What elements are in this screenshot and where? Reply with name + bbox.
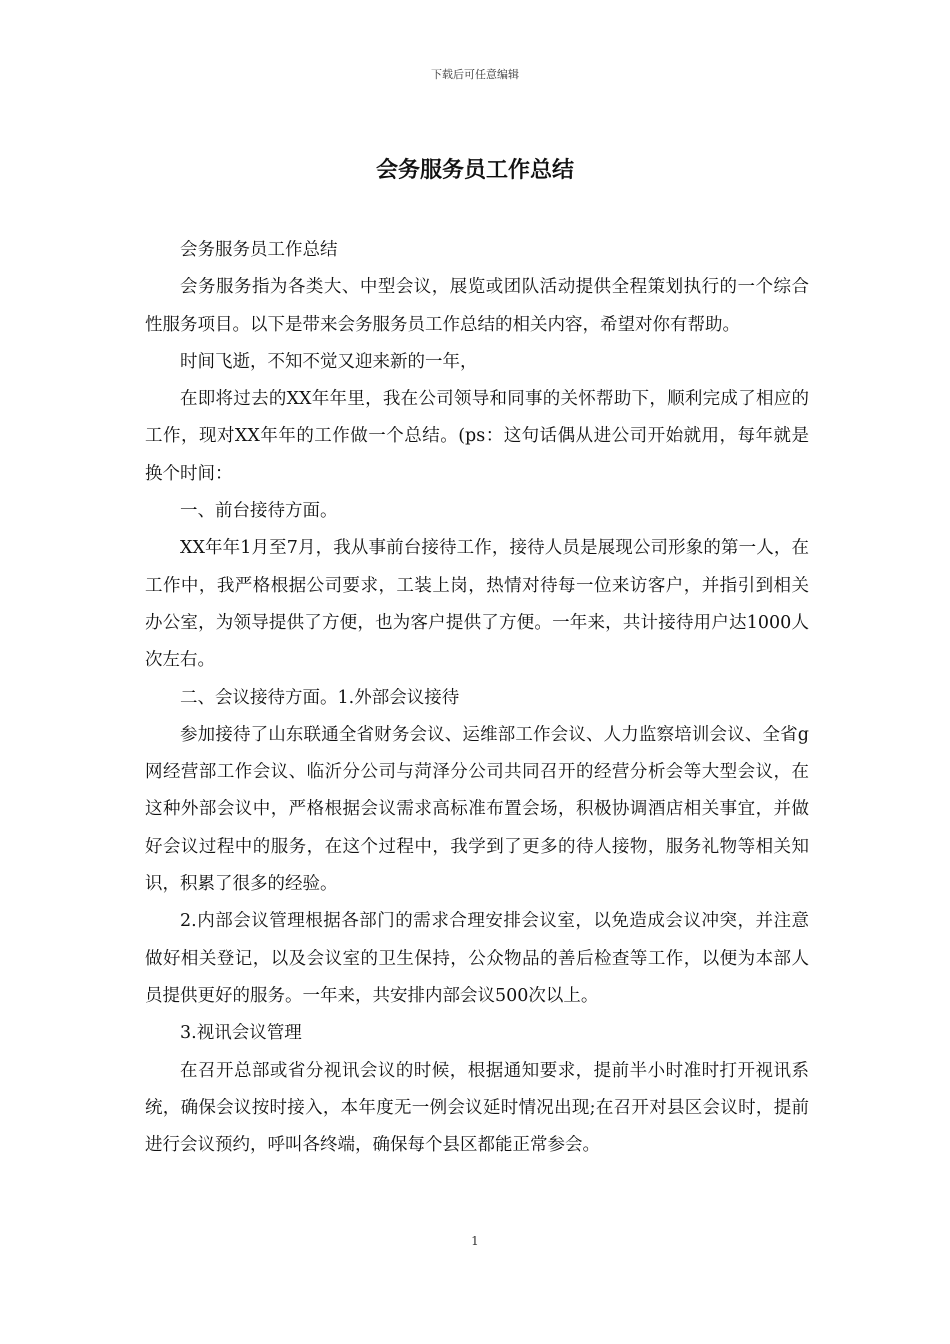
document-body — [145, 232, 809, 1164]
section-heading: 一、前台接待方面。 — [180, 501, 338, 522]
paragraph: 参加接待了山东联通全省财务会议、运维部工作会议、人力监察培训会议、全省g网经营部工作会议、临沂分公司与菏泽分公司共同召开的经营分析会等大型会议，在这种外部会议中，严格根据会议需求高标准布置会场，积极协调酒店相关事宜，并做好会议过程中的服务，在这个过程中，我学到了更多的待人接物，服务礼物等相关知识，积累了很多的经验。 — [145, 724, 809, 895]
paragraph: 时间飞逝，不知不觉又迎来新的一年， — [180, 351, 478, 372]
paragraph: XX年年1月至7月，我从事前台接待工作，接待人员是展现公司形象的第一人，在工作中，我严格根据公司要求，工装上岗，热情对待每一位来访客户，并指引到相关办公室，为领导提供了方便，也为客户提供了方便。一年来，共计接待用户达1000人次左右。 — [145, 538, 809, 671]
paragraph: 在召开总部或省分视讯会议的时候，根据通知要求，提前半小时准时打开视讯系统，确保会议按时接入，本年度无一例会议延时情况出现;在召开对县区会议时，提前进行会议预约，呼叫各终端，确保每个县区都能正常参会。 — [145, 1060, 809, 1156]
section-heading: 3.视讯会议管理 — [180, 1023, 302, 1044]
paragraph: 2.内部会议管理根据各部门的需求合理安排会议室，以免造成会议冲突，并注意做好相关登记，以及会议室的卫生保持，公众物品的善后检查等工作，以便为本部人员提供更好的服务。一年来，共安排内部会议500次以上。 — [145, 911, 809, 1006]
document-title: 会务服务员工作总结 — [375, 158, 574, 183]
page-number: 1 — [471, 1234, 479, 1248]
paragraph: 会务服务员工作总结 — [180, 240, 338, 260]
paragraph: 在即将过去的XX年年里，我在公司领导和同事的关怀帮助下，顺利完成了相应的工作，现对XX年年的工作做一个总结。(ps：这句话偶从进公司开始就用，每年就是换个时间： — [145, 389, 809, 484]
paragraph: 会务服务指为各类大、中型会议，展览或团队活动提供全程策划执行的一个综合性服务项目。以下是带来会务服务员工作总结的相关内容，希望对你有帮助。 — [145, 277, 809, 335]
section-heading: 二、会议接待方面。1.外部会议接待 — [180, 687, 460, 708]
page-header-note: 下载后可任意编辑 — [431, 68, 519, 81]
